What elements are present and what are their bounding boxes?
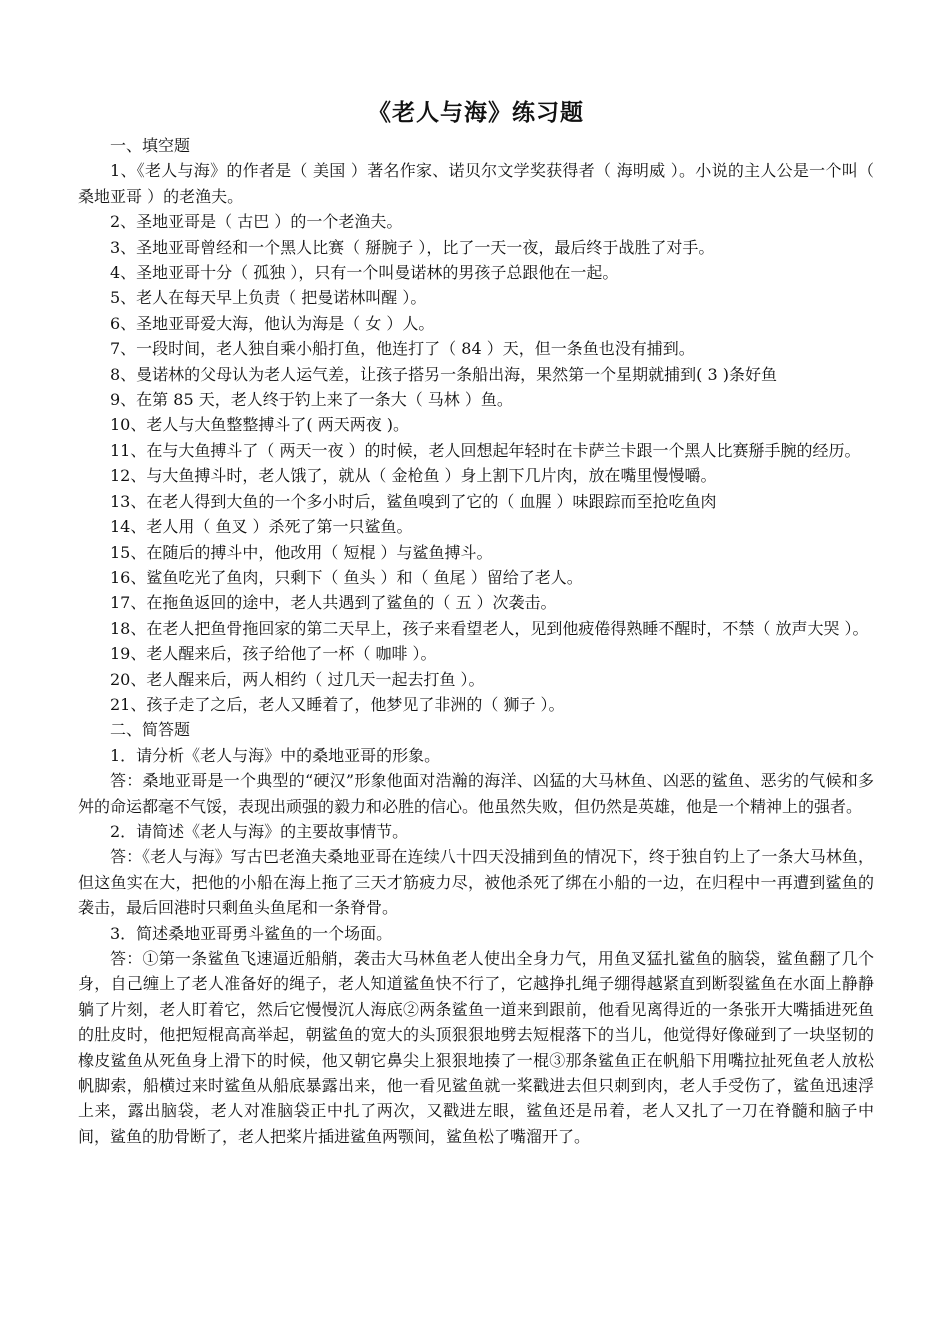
short-answer-question-2: 2．请简述《老人与海》的主要故事情节。 <box>110 821 409 841</box>
fill-blank-item-13: 13、在老人得到大鱼的一个多小时后，鲨鱼嗅到了它的（ 血腥 ）味跟踪而至抢吃鱼肉 <box>110 491 717 511</box>
fill-blank-item-1: 1、《老人与海》的作者是（ 美国 ）著名作家、诺贝尔文学奖获得者（ 海明威 ）。小说的主人公是一个叫（ 桑地亚哥 ）的老渔夫。 <box>78 161 874 206</box>
fill-blank-item-20: 20、老人醒来后，两人相约（ 过几天一起去打鱼 ）。 <box>110 669 485 689</box>
fill-blank-item-5: 5、老人在每天早上负责（ 把曼诺林叫醒 ）。 <box>110 288 427 308</box>
document-page <box>78 98 874 1149</box>
fill-blank-item-14: 14、老人用（ 鱼叉 ）杀死了第一只鲨鱼。 <box>110 517 413 537</box>
fill-blank-item-4: 4、圣地亚哥十分（ 孤独 ），只有一个叫曼诺林的男孩子总跟他在一起。 <box>110 263 619 283</box>
fill-blank-item-3: 3、圣地亚哥曾经和一个黑人比赛（ 掰腕子 ），比了一天一夜，最后终于战胜了对手。 <box>110 237 715 257</box>
fill-blank-item-12: 12、与大鱼搏斗时，老人饿了，就从（ 金枪鱼 ）身上割下几片肉，放在嘴里慢慢嚼。 <box>110 466 717 486</box>
fill-blank-item-10: 10、老人与大鱼整整搏斗了( 两天两夜 )。 <box>110 415 410 435</box>
fill-blank-item-6: 6、圣地亚哥爱大海，他认为海是（ 女 ）人。 <box>110 313 435 333</box>
fill-blank-item-19: 19、老人醒来后，孩子给他了一杯（ 咖啡 ）。 <box>110 644 437 664</box>
fill-blank-item-8: 8、曼诺林的父母认为老人运气差，让孩子搭另一条船出海，果然第一个星期就捕到( 3 )条好鱼 <box>110 364 778 384</box>
short-answer-question-1: 1．请分析《老人与海》中的桑地亚哥的形象。 <box>110 745 441 765</box>
short-answer-question-3: 3．简述桑地亚哥勇斗鲨鱼的一个场面。 <box>110 923 393 943</box>
section-heading-short-answer: 二、简答题 <box>110 720 191 740</box>
fill-blank-item-21: 21、孩子走了之后，老人又睡着了，他梦见了非洲的（ 狮子 ）。 <box>110 694 565 714</box>
fill-blank-item-18: 18、在老人把鱼骨拖回家的第二天早上，孩子来看望老人，见到他疲倦得熟睡不醒时，不禁（ 放声大哭 ）。 <box>110 618 869 638</box>
fill-blank-item-11: 11、在与大鱼搏斗了（ 两天一夜 ）的时候，老人回想起年轻时在卡萨兰卡跟一个黑人比赛掰手腕的经历。 <box>110 440 861 460</box>
fill-blank-item-16: 16、鲨鱼吃光了鱼肉，只剩下（ 鱼头 ）和（ 鱼尾 ）留给了老人。 <box>110 567 583 587</box>
fill-blank-item-17: 17、在拖鱼返回的途中，老人共遇到了鲨鱼的（ 五 ）次袭击。 <box>110 593 557 613</box>
section-heading-fill-blank: 一、填空题 <box>110 136 191 155</box>
short-answer-answer-2: 答：《老人与海》写古巴老渔夫桑地亚哥在连续八十四天没捕到鱼的情况下，终于独自钓上了一条大马林鱼，但这鱼实在大，把他的小船在海上拖了三天才筋疲力尽，被他杀死了绑在小船的一边，在归程中一再遭到鲨鱼的袭击，最后回港时只剩鱼头鱼尾和一条脊骨。 <box>78 847 874 918</box>
short-answer-answer-3: 答：①第一条鲨鱼飞速逼近船艄，袭击大马林鱼老人使出全身力气，用鱼叉猛扎鲨鱼的脑袋，鲨鱼翻了几个身，自己缠上了老人准备好的绳子，老人知道鲨鱼快不行了，它越挣扎绳子绷得越紧直到断裂鲨鱼在水面上静静躺了片刻，老人盯着它，然后它慢慢沉人海底②两条鲨鱼一道来到跟前，他看见离得近的一条张开大嘴插进死鱼的肚皮时，他把短棍高高举起，朝鲨鱼的宽大的头顶狠狠地劈去短棍落下的当儿，他觉得好像碰到了一块坚韧的橡皮鲨鱼从死鱼身上滑下的时候，他又朝它鼻尖上狠狠地揍了一棍③那条鲨鱼正在帆船下用嘴拉扯死鱼老人放松帆脚索，船横过来时鲨鱼从船底暴露出来，他一看见鲨鱼就一桨戳进去但只刺到肉，老人手受伤了，鲨鱼迅速浮上来，露出脑袋，老人对准脑袋正中扎了两次，又戳进左眼，鲨鱼还是吊着，老人又扎了一刀在脊髓和脑子中间，鲨鱼的肋骨断了，老人把桨片插进鲨鱼两颚间，鲨鱼松了嘴溜开了。 <box>78 949 874 1146</box>
document-title: 《老人与海》练习题 <box>368 99 584 126</box>
fill-blank-item-2: 2、圣地亚哥是（ 古巴 ）的一个老渔夫。 <box>110 212 403 232</box>
short-answer-answer-1: 答：桑地亚哥是一个典型的“硬汉”形象他面对浩瀚的海洋、凶猛的大马林鱼、凶恶的鲨鱼、恶劣的气候和多舛的命运都毫不气馁，表现出顽强的毅力和必胜的信心。他虽然失败，但仍然是英雄，他是一个精神上的强者。 <box>78 771 874 816</box>
fill-blank-item-9: 9、在第 85 天，老人终于钓上来了一条大（ 马林 ）鱼。 <box>110 390 513 410</box>
fill-blank-item-15: 15、在随后的搏斗中，他改用（ 短棍 ）与鲨鱼搏斗。 <box>110 542 493 562</box>
fill-blank-item-7: 7、一段时间，老人独自乘小船打鱼，他连打了（ 84 ）天，但一条鱼也没有捕到。 <box>110 339 695 359</box>
